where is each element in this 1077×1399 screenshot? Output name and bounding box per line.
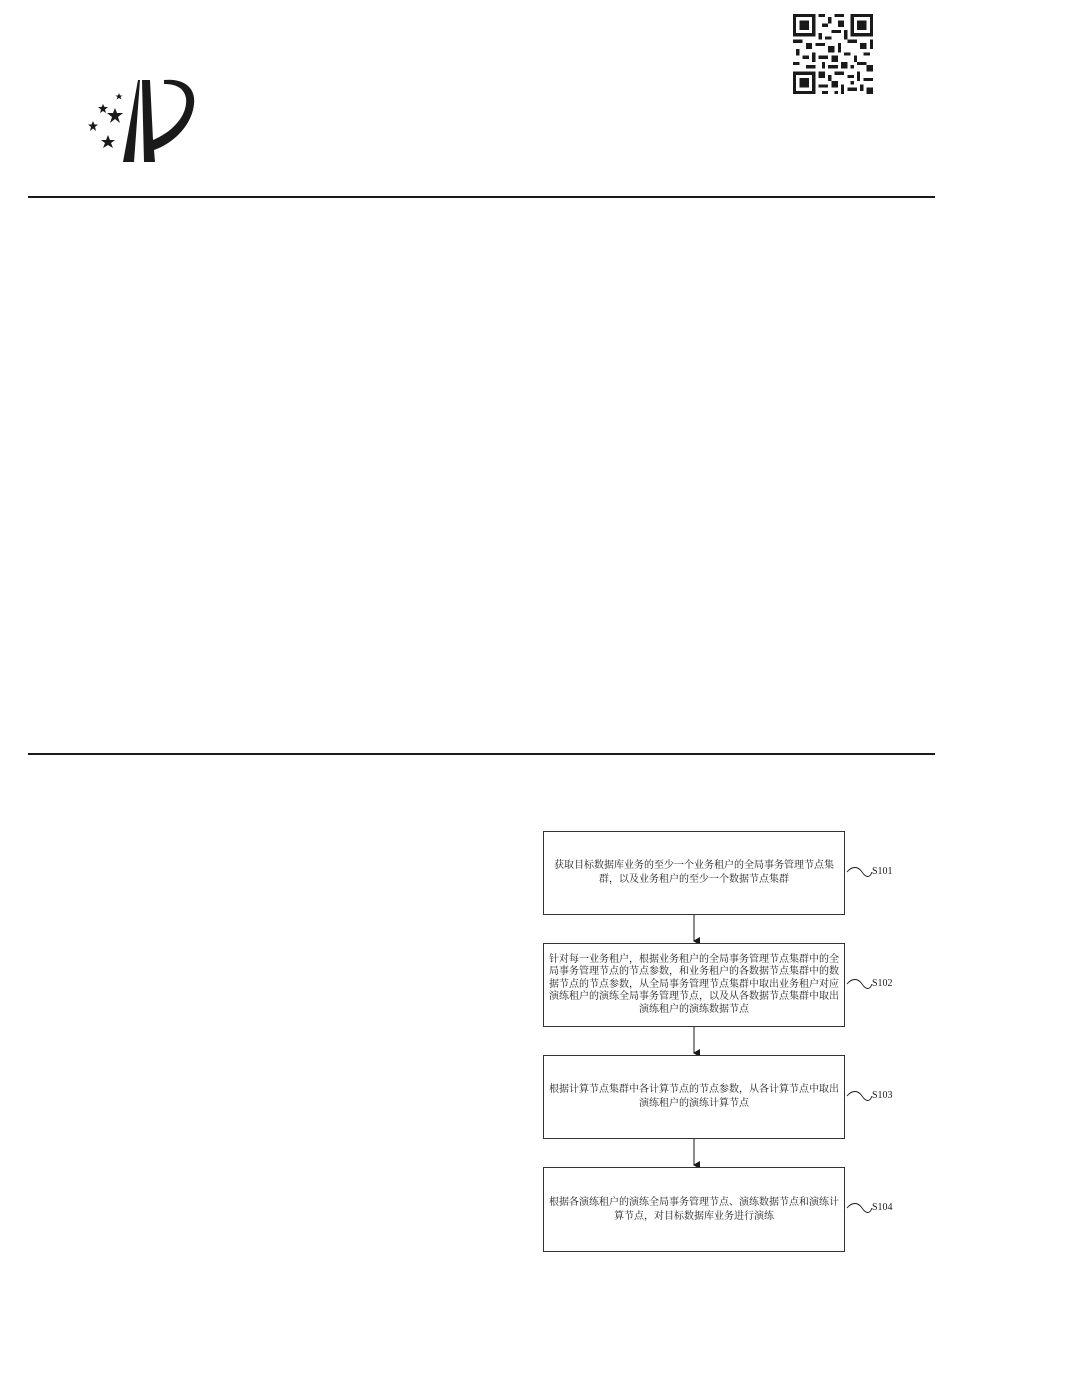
- step-label: S102: [872, 978, 893, 989]
- step-label: S103: [872, 1090, 893, 1101]
- leader-s101: [847, 868, 872, 877]
- leader-s102: [847, 980, 872, 989]
- star-icon: [116, 93, 123, 100]
- flow-step-text: 根据计算节点集群中各计算节点的节点参数，从各计算节点中取出演练租户的演练计算节点: [549, 1084, 839, 1109]
- qr-code: [793, 14, 873, 94]
- flow-step-text: 根据各演练租户的演练全局事务管理节点、演练数据节点和演练计算节点，对目标数据库业务进行演练: [549, 1196, 839, 1222]
- emblem-left-stroke: [123, 80, 140, 162]
- leader-s104: [847, 1204, 872, 1213]
- abstract-rule: [28, 753, 935, 755]
- flow-step-s103: [543, 1055, 845, 1139]
- leader-s103: [847, 1092, 872, 1101]
- flow-step-text: 针对每一业务租户，根据业务租户的全局事务管理节点集群中的全局事务管理节点的节点参数，和业务租户的各数据节点集群中的数据节点的节点参数，从全局事务管理节点集群中取出业务租户对应演练租户的演练全局事务管理节点，以及从各数据节点集群中取出演练租户的演练数据节点: [549, 953, 839, 1015]
- flow-step-text: 获取目标数据库业务的至少一个业务租户的全局事务管理节点集群，以及业务租户的至少一个数据节点集群: [554, 860, 834, 885]
- star-icon: [101, 135, 115, 148]
- star-icon: [88, 121, 98, 131]
- abstract-flowchart: [540, 828, 910, 1258]
- star-icon: [98, 104, 108, 113]
- emblem-right-stroke: [142, 80, 194, 162]
- flow-step-s101: [543, 831, 845, 915]
- flow-step-s104: [543, 1167, 845, 1252]
- header-rule: [28, 196, 935, 198]
- patent-office-logo: [80, 76, 198, 168]
- step-label: S104: [872, 1202, 893, 1213]
- star-icon: [107, 108, 123, 123]
- flow-step-s102: [543, 943, 845, 1027]
- step-label: S101: [872, 866, 893, 877]
